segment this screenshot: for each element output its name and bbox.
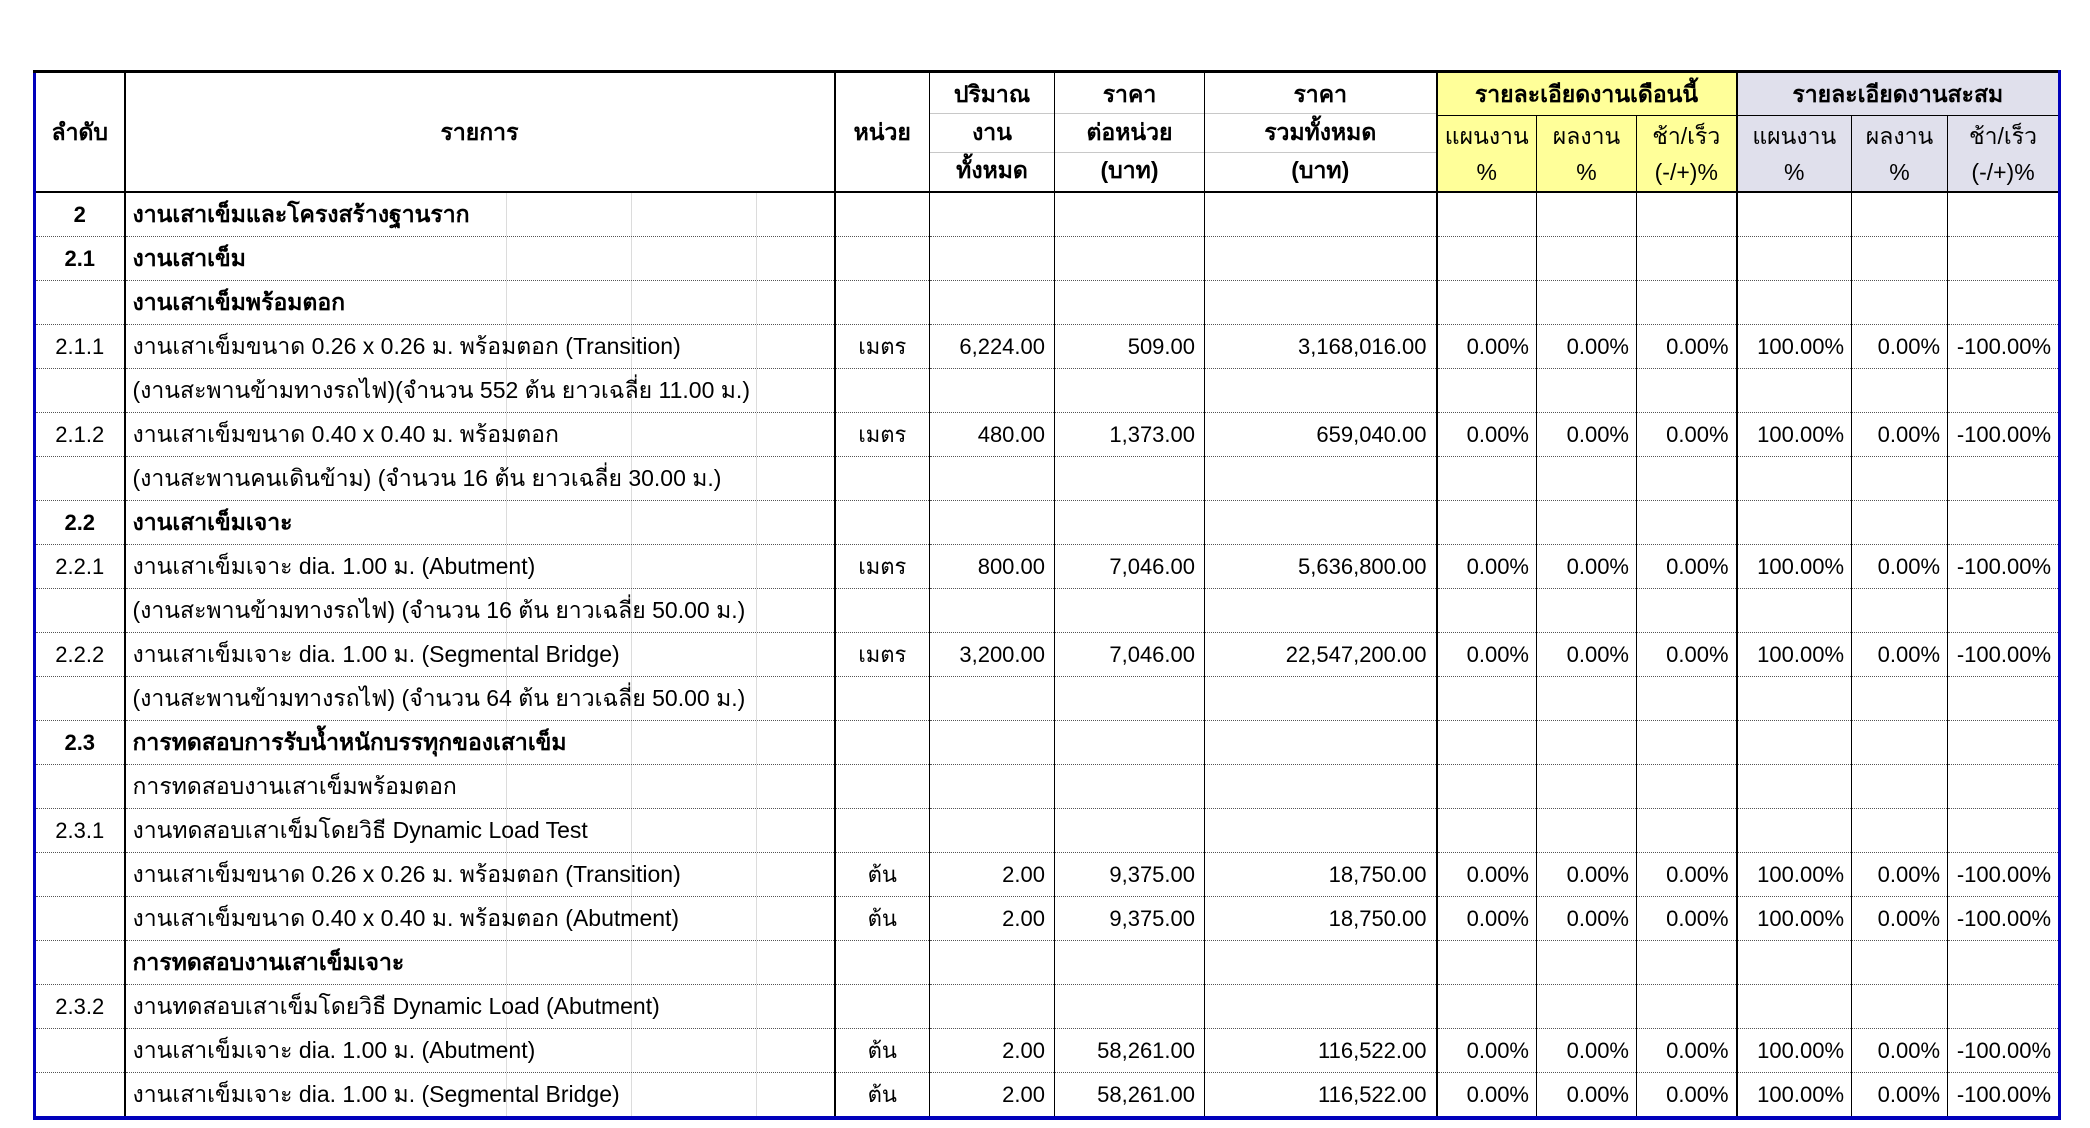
cell-cum-diff: -100.00% [1948,325,2060,369]
cell-month-actual [1537,677,1637,721]
cell-no [35,369,125,413]
table-row [35,237,2060,281]
cell-cum-diff: -100.00% [1948,897,2060,941]
cell-item: งานเสาเข็มเจาะ dia. 1.00 ม. (Abutment) [125,1029,835,1073]
cell-month-plan [1437,369,1537,413]
cell-month-plan [1437,589,1537,633]
table-row [35,765,2060,809]
cell-month-actual [1537,369,1637,413]
cell-unit [835,457,930,501]
cell-unit [835,237,930,281]
cell-cum-actual [1852,457,1948,501]
cell-cum-plan [1737,281,1852,325]
cell-month-diff: 0.00% [1637,545,1737,589]
cell-month-diff [1637,765,1737,809]
header-unit: หน่วย [835,72,930,193]
table-row [35,325,2060,369]
cell-cum-actual [1852,589,1948,633]
cell-cum-actual: 0.00% [1852,1073,1948,1119]
cell-total-price [1205,192,1437,237]
cell-no: 2.3.2 [35,985,125,1029]
cell-month-actual: 0.00% [1537,633,1637,677]
cell-total-price [1205,765,1437,809]
cell-cum-plan [1737,677,1852,721]
cell-cum-diff [1948,237,2060,281]
header-month-diff: ช้า/เร็ว (-/+)% [1637,116,1737,193]
cell-cum-plan [1737,941,1852,985]
cell-qty [930,369,1055,413]
cell-cum-diff [1948,457,2060,501]
cell-unit-price [1055,369,1205,413]
cell-qty [930,281,1055,325]
cell-unit-price: 9,375.00 [1055,897,1205,941]
cell-month-actual [1537,985,1637,1029]
header-month-actual: ผลงาน % [1537,116,1637,193]
cell-cum-actual [1852,369,1948,413]
cell-unit [835,677,930,721]
cell-cum-plan [1737,589,1852,633]
cell-cum-plan: 100.00% [1737,897,1852,941]
cell-qty [930,501,1055,545]
cell-cum-plan: 100.00% [1737,325,1852,369]
cell-total-price [1205,501,1437,545]
table-row [35,633,2060,677]
cell-cum-plan [1737,369,1852,413]
cell-cum-plan: 100.00% [1737,1029,1852,1073]
cell-cum-plan: 100.00% [1737,633,1852,677]
cell-qty [930,589,1055,633]
cell-month-actual [1537,237,1637,281]
cell-unit-price: 58,261.00 [1055,1073,1205,1119]
cell-cum-plan [1737,457,1852,501]
cell-unit [835,985,930,1029]
cell-qty [930,985,1055,1029]
table-row [35,501,2060,545]
cell-month-plan [1437,457,1537,501]
table-body [35,192,2060,1118]
cell-unit-price: 7,046.00 [1055,633,1205,677]
cell-cum-actual [1852,281,1948,325]
header-total-price: ราคา รวมทั้งหมด (บาท) [1205,72,1437,193]
cell-item: งานเสาเข็ม [125,237,835,281]
cell-cum-actual [1852,765,1948,809]
cell-no [35,765,125,809]
table-row [35,281,2060,325]
cell-qty [930,721,1055,765]
cell-cum-plan [1737,809,1852,853]
cell-item: การทดสอบงานเสาเข็มเจาะ [125,941,835,985]
cell-no: 2.1.2 [35,413,125,457]
cell-no: 2 [35,192,125,237]
header-month-plan: แผนงาน % [1437,116,1537,193]
cell-item: งานทดสอบเสาเข็มโดยวิธี Dynamic Load Test [125,809,835,853]
cell-month-diff [1637,677,1737,721]
cell-unit [835,941,930,985]
cell-unit-price: 1,373.00 [1055,413,1205,457]
cell-month-plan [1437,765,1537,809]
cell-cum-diff [1948,809,2060,853]
cell-total-price [1205,809,1437,853]
cell-unit-price [1055,809,1205,853]
cell-no: 2.2 [35,501,125,545]
cell-month-actual [1537,941,1637,985]
cell-month-actual: 0.00% [1537,413,1637,457]
cell-unit-price [1055,457,1205,501]
cell-item: งานเสาเข็มขนาด 0.26 x 0.26 ม. พร้อมตอก (Transition) [125,325,835,369]
cell-cum-plan: 100.00% [1737,413,1852,457]
cell-unit-price [1055,589,1205,633]
table-row [35,985,2060,1029]
cell-cum-plan [1737,501,1852,545]
cell-total-price: 3,168,016.00 [1205,325,1437,369]
cell-month-diff [1637,237,1737,281]
cell-month-actual [1537,809,1637,853]
cell-no: 2.2.2 [35,633,125,677]
cell-qty: 6,224.00 [930,325,1055,369]
cell-no [35,853,125,897]
cell-no: 2.1.1 [35,325,125,369]
table-row [35,369,2060,413]
cell-no [35,1073,125,1119]
cell-no [35,281,125,325]
cell-month-plan: 0.00% [1437,1073,1537,1119]
cell-item: การทดสอบการรับน้ำหนักบรรทุกของเสาเข็ม [125,721,835,765]
table-row [35,457,2060,501]
header-cum-actual: ผลงาน % [1852,116,1948,193]
cell-no [35,1029,125,1073]
cell-qty [930,457,1055,501]
cell-month-plan: 0.00% [1437,1029,1537,1073]
cell-unit [835,809,930,853]
cell-month-actual [1537,281,1637,325]
cell-item: งานเสาเข็มขนาด 0.26 x 0.26 ม. พร้อมตอก (Transition) [125,853,835,897]
cell-unit: ต้น [835,1029,930,1073]
cell-qty [930,765,1055,809]
cell-no [35,589,125,633]
cell-month-plan [1437,677,1537,721]
cell-cum-actual [1852,809,1948,853]
cell-cum-diff: -100.00% [1948,545,2060,589]
cell-qty: 2.00 [930,897,1055,941]
cell-item: งานเสาเข็มขนาด 0.40 x 0.40 ม. พร้อมตอก (Abutment) [125,897,835,941]
cell-total-price: 5,636,800.00 [1205,545,1437,589]
cell-cum-actual [1852,941,1948,985]
cell-cum-diff: -100.00% [1948,853,2060,897]
cell-cum-plan [1737,721,1852,765]
cell-total-price: 116,522.00 [1205,1073,1437,1119]
cell-month-diff [1637,721,1737,765]
table-row [35,589,2060,633]
cell-month-diff: 0.00% [1637,1073,1737,1119]
cell-unit: ต้น [835,1073,930,1119]
cell-month-diff: 0.00% [1637,413,1737,457]
cell-month-diff: 0.00% [1637,1029,1737,1073]
cell-item: (งานสะพานคนเดินข้าม) (จำนวน 16 ต้น ยาวเฉลี่ย 30.00 ม.) [125,457,835,501]
cell-unit [835,589,930,633]
cell-month-plan: 0.00% [1437,413,1537,457]
cell-unit-price: 9,375.00 [1055,853,1205,897]
cell-cum-actual [1852,501,1948,545]
cell-qty: 2.00 [930,1073,1055,1119]
cell-month-plan [1437,985,1537,1029]
cell-unit-price [1055,677,1205,721]
cell-no [35,457,125,501]
cell-month-plan [1437,809,1537,853]
cell-item: งานเสาเข็มเจาะ dia. 1.00 ม. (Abutment) [125,545,835,589]
table-row [35,545,2060,589]
cell-total-price [1205,941,1437,985]
cell-unit-price [1055,281,1205,325]
cell-item: (งานสะพานข้ามทางรถไฟ) (จำนวน 64 ต้น ยาวเฉลี่ย 50.00 ม.) [125,677,835,721]
cell-month-diff: 0.00% [1637,325,1737,369]
cell-item: การทดสอบงานเสาเข็มพร้อมตอก [125,765,835,809]
header-unit-price: ราคา ต่อหน่วย (บาท) [1055,72,1205,193]
cell-unit-price [1055,941,1205,985]
cell-total-price: 18,750.00 [1205,897,1437,941]
cell-month-plan: 0.00% [1437,633,1537,677]
cell-cum-actual [1852,985,1948,1029]
cell-cum-actual: 0.00% [1852,853,1948,897]
cell-cum-plan [1737,192,1852,237]
cell-cum-actual: 0.00% [1852,545,1948,589]
cell-cum-diff [1948,941,2060,985]
cell-qty: 3,200.00 [930,633,1055,677]
cell-total-price: 659,040.00 [1205,413,1437,457]
cell-item: (งานสะพานข้ามทางรถไฟ)(จำนวน 552 ต้น ยาวเฉลี่ย 11.00 ม.) [125,369,835,413]
cell-unit [835,281,930,325]
cell-unit: เมตร [835,633,930,677]
cell-cum-diff [1948,765,2060,809]
cell-unit-price [1055,721,1205,765]
cell-no [35,677,125,721]
cell-month-diff: 0.00% [1637,897,1737,941]
cell-item: งานเสาเข็มเจาะ dia. 1.00 ม. (Segmental Bridge) [125,633,835,677]
cell-unit-price [1055,985,1205,1029]
cell-qty [930,677,1055,721]
cell-month-plan [1437,192,1537,237]
cell-month-diff: 0.00% [1637,853,1737,897]
table-row [35,897,2060,941]
cell-cum-diff [1948,369,2060,413]
cell-no: 2.3.1 [35,809,125,853]
cell-cum-actual [1852,721,1948,765]
cell-month-diff [1637,501,1737,545]
cell-item: งานเสาเข็มขนาด 0.40 x 0.40 ม. พร้อมตอก [125,413,835,457]
cell-item: งานเสาเข็มเจาะ [125,501,835,545]
header-cum-plan: แผนงาน % [1737,116,1852,193]
cell-cum-plan: 100.00% [1737,1073,1852,1119]
cell-total-price: 116,522.00 [1205,1029,1437,1073]
cell-cum-plan [1737,765,1852,809]
cell-cum-actual: 0.00% [1852,325,1948,369]
table-row [35,853,2060,897]
cell-item: งานเสาเข็มเจาะ dia. 1.00 ม. (Segmental Bridge) [125,1073,835,1119]
table-row [35,721,2060,765]
header-cum-group: รายละเอียดงานสะสม [1737,72,2060,116]
progress-table [33,70,2061,1120]
cell-month-diff: 0.00% [1637,633,1737,677]
cell-cum-actual [1852,192,1948,237]
cell-month-actual: 0.00% [1537,897,1637,941]
cell-cum-diff [1948,281,2060,325]
cell-month-actual [1537,501,1637,545]
cell-unit: เมตร [835,545,930,589]
cell-unit: เมตร [835,325,930,369]
cell-month-diff [1637,281,1737,325]
cell-item: งานเสาเข็มพร้อมตอก [125,281,835,325]
cell-month-actual [1537,192,1637,237]
cell-item: งานเสาเข็มและโครงสร้างฐานราก [125,192,835,237]
cell-cum-diff [1948,589,2060,633]
cell-cum-actual: 0.00% [1852,1029,1948,1073]
cell-cum-diff: -100.00% [1948,1029,2060,1073]
cell-cum-actual: 0.00% [1852,633,1948,677]
cell-qty: 2.00 [930,1029,1055,1073]
header-no: ลำดับ [35,72,125,193]
cell-unit-price: 7,046.00 [1055,545,1205,589]
cell-month-actual: 0.00% [1537,1029,1637,1073]
cell-unit-price: 58,261.00 [1055,1029,1205,1073]
cell-month-diff [1637,985,1737,1029]
cell-month-plan: 0.00% [1437,853,1537,897]
cell-qty [930,237,1055,281]
cell-no: 2.2.1 [35,545,125,589]
cell-month-plan [1437,941,1537,985]
cell-unit-price [1055,765,1205,809]
cell-month-plan [1437,721,1537,765]
cell-unit: เมตร [835,413,930,457]
cell-cum-actual: 0.00% [1852,413,1948,457]
cell-cum-diff: -100.00% [1956,1081,2052,1107]
cell-month-plan: 0.00% [1437,545,1537,589]
cell-month-plan [1437,501,1537,545]
cell-unit [835,765,930,809]
cell-month-actual [1537,721,1637,765]
table-row [35,809,2060,853]
cell-cum-plan [1737,237,1852,281]
cell-month-diff [1637,192,1737,237]
cell-total-price [1205,589,1437,633]
header-month-group: รายละเอียดงานเดือนนี้ [1437,72,1737,116]
cell-unit [835,369,930,413]
cell-no [35,897,125,941]
cell-cum-plan: 100.00% [1737,853,1852,897]
cell-unit-price: 509.00 [1055,325,1205,369]
cell-month-actual: 0.00% [1537,545,1637,589]
cell-qty [930,192,1055,237]
header-qty: ปริมาณ งาน ทั้งหมด [930,72,1055,193]
cell-month-actual: 0.00% [1537,1073,1637,1119]
cell-no: 2.1 [35,237,125,281]
cell-month-diff [1637,457,1737,501]
cell-cum-diff [1948,985,2060,1029]
cell-cum-diff [1948,192,2060,237]
cell-cum-diff [1948,677,2060,721]
cell-month-diff [1637,941,1737,985]
cell-month-actual: 0.00% [1537,325,1637,369]
table-row [35,941,2060,985]
cell-cum-plan: 100.00% [1737,545,1852,589]
table-row [35,1029,2060,1073]
cell-cum-actual [1852,677,1948,721]
cell-unit [835,192,930,237]
cell-total-price: 18,750.00 [1205,853,1437,897]
table-row [35,192,2060,237]
cell-qty: 800.00 [930,545,1055,589]
cell-month-plan: 0.00% [1437,325,1537,369]
table-row [35,1073,2060,1119]
cell-total-price [1205,457,1437,501]
cell-month-actual: 0.00% [1537,853,1637,897]
cell-cum-diff: -100.00% [1948,413,2060,457]
cell-month-diff [1637,369,1737,413]
cell-month-plan: 0.00% [1437,897,1537,941]
cell-total-price [1205,721,1437,765]
cell-month-diff [1637,809,1737,853]
cell-month-plan [1437,281,1537,325]
cell-no: 2.3 [35,721,125,765]
cell-unit [835,501,930,545]
table-header [35,72,2060,193]
cell-total-price [1205,369,1437,413]
cell-qty [930,941,1055,985]
header-cum-diff: ช้า/เร็ว (-/+)% [1948,116,2060,193]
cell-cum-actual: 0.00% [1852,897,1948,941]
cell-unit [835,721,930,765]
cell-unit: ต้น [835,853,930,897]
cell-month-actual [1537,457,1637,501]
header-item: รายการ [125,72,835,193]
cell-cum-diff [1948,501,2060,545]
cell-no [35,941,125,985]
cell-month-actual [1537,765,1637,809]
cell-qty: 480.00 [930,413,1055,457]
cell-total-price: 22,547,200.00 [1205,633,1437,677]
cell-unit-price [1055,192,1205,237]
cell-qty [930,809,1055,853]
cell-unit-price [1055,501,1205,545]
cell-month-actual [1537,589,1637,633]
cell-unit: ต้น [835,897,930,941]
cell-total-price [1205,677,1437,721]
cell-total-price [1205,281,1437,325]
cell-total-price [1205,237,1437,281]
cell-qty: 2.00 [930,853,1055,897]
table-row [35,677,2060,721]
cell-month-diff [1637,589,1737,633]
cell-cum-diff: -100.00% [1948,633,2060,677]
cell-item: งานทดสอบเสาเข็มโดยวิธี Dynamic Load (Abutment) [125,985,835,1029]
cell-item: (งานสะพานข้ามทางรถไฟ) (จำนวน 16 ต้น ยาวเฉลี่ย 50.00 ม.) [125,589,835,633]
cell-cum-plan [1737,985,1852,1029]
cell-cum-actual [1852,237,1948,281]
table-row [35,413,2060,457]
cell-total-price [1205,985,1437,1029]
cell-month-plan [1437,237,1537,281]
cell-unit-price [1055,237,1205,281]
cell-cum-diff [1948,721,2060,765]
